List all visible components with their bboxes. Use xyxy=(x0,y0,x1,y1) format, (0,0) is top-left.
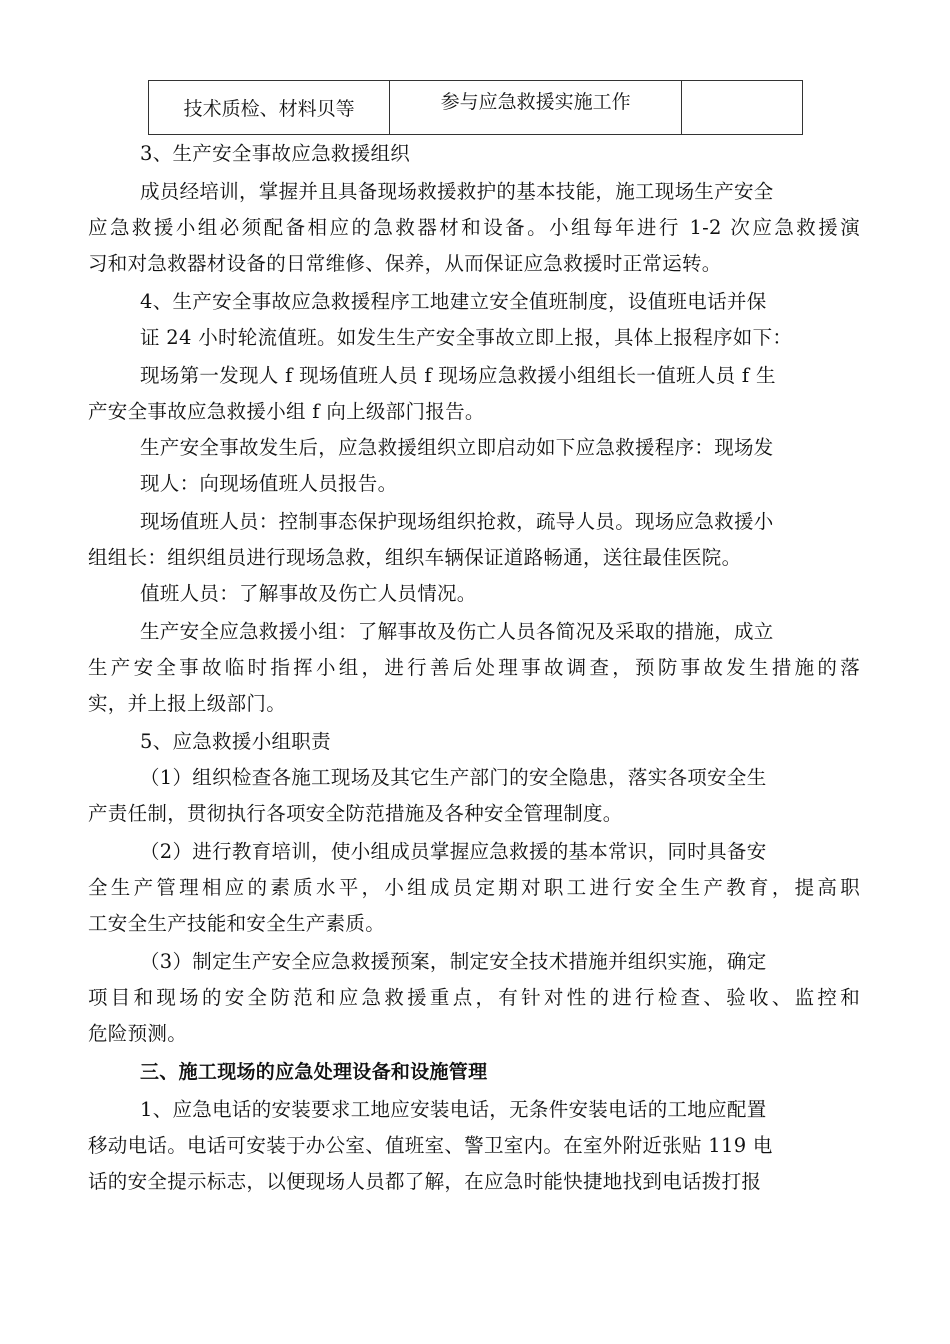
paragraph-line: 1、应急电话的安装要求工地应安装电话，无条件安装电话的工地应配置 xyxy=(140,1098,767,1121)
section-heading-iii: 三、施工现场的应急处理设备和设施管理 xyxy=(140,1061,488,1083)
table-row xyxy=(149,81,803,135)
responsibility-table xyxy=(148,80,803,135)
paragraph-line: 生产安全事故发生后，应急救援组织立即启动如下应急救援程序：现场发 xyxy=(140,436,774,459)
table-cell-remark xyxy=(681,81,802,135)
table-cell-role: 技术质检、材料贝等 xyxy=(149,81,390,135)
paragraph-line: 成员经培训，掌握并且具备现场救援救护的基本技能，施工现场生产安全 xyxy=(140,180,774,203)
table-cell-duty: 参与应急救援实施工作 xyxy=(390,81,681,135)
paragraph-line: 现场值班人员：控制事态保护现场组织抢救，疏导人员。现场应急救援小 xyxy=(140,510,774,533)
section-heading-3: 3、生产安全事故应急救援组织 xyxy=(140,142,411,165)
paragraph-line: 全生产管理相应的素质水平，小组成员定期对职工进行安全生产教育，提高职 xyxy=(88,876,860,899)
paragraph-line: 证 24 小时轮流值班。如发生生产安全事故立即上报，具体上报程序如下： xyxy=(140,326,793,349)
paragraph-line: 项目和现场的安全防范和应急救援重点，有针对性的进行检查、验收、监控和 xyxy=(88,986,860,1009)
paragraph-line: 值班人员：了解事故及伤亡人员情况。 xyxy=(140,582,477,605)
paragraph-line: 实，并上报上级部门。 xyxy=(88,692,287,715)
paragraph-line: 生产安全事故临时指挥小组，进行善后处理事故调查，预防事故发生措施的落 xyxy=(88,656,860,679)
paragraph-line: 工安全生产技能和安全生产素质。 xyxy=(88,912,386,935)
paragraph-line: 移动电话。电话可安装于办公室、值班室、警卫室内。在室外附近张贴 119 电 xyxy=(88,1134,773,1157)
paragraph-line: 产安全事故应急救援小组 f 向上级部门报告。 xyxy=(88,400,485,423)
paragraph-line: 应急救援小组必须配备相应的急救器材和设备。小组每年进行 1-2 次应急救援演 xyxy=(88,216,860,239)
section-heading-4: 4、生产安全事故应急救援程序工地建立安全值班制度，设值班电话并保 xyxy=(140,290,767,313)
paragraph-line: 危险预测。 xyxy=(88,1022,188,1045)
paragraph-line: （1）组织检查各施工现场及其它生产部门的安全隐患，落实各项安全生 xyxy=(140,766,767,789)
paragraph-line: （3）制定生产安全应急救援预案，制定安全技术措施并组织实施，确定 xyxy=(140,950,767,973)
paragraph-line: 组组长：组织组员进行现场急救，组织车辆保证道路畅通，送往最佳医院。 xyxy=(88,546,742,569)
paragraph-line: 现人：向现场值班人员报告。 xyxy=(140,472,398,495)
paragraph-line: 生产安全应急救援小组：了解事故及伤亡人员各简况及采取的措施，成立 xyxy=(140,620,774,643)
paragraph-line: 产责任制，贯彻执行各项安全防范措施及各种安全管理制度。 xyxy=(88,802,623,825)
paragraph-line: 习和对急救器材设备的日常维修、保养，从而保证应急救援时正常运转。 xyxy=(88,252,722,275)
paragraph-line: 话的安全提示标志，以便现场人员都了解，在应急时能快捷地找到电话拨打报 xyxy=(88,1170,762,1193)
paragraph-line: 现场第一发现人 f 现场值班人员 f 现场应急救援小组组长一值班人员 f 生 xyxy=(140,364,776,387)
section-heading-5: 5、应急救援小组职责 xyxy=(140,730,331,753)
paragraph-line: （2）进行教育培训，使小组成员掌握应急救援的基本常识，同时具备安 xyxy=(140,840,767,863)
